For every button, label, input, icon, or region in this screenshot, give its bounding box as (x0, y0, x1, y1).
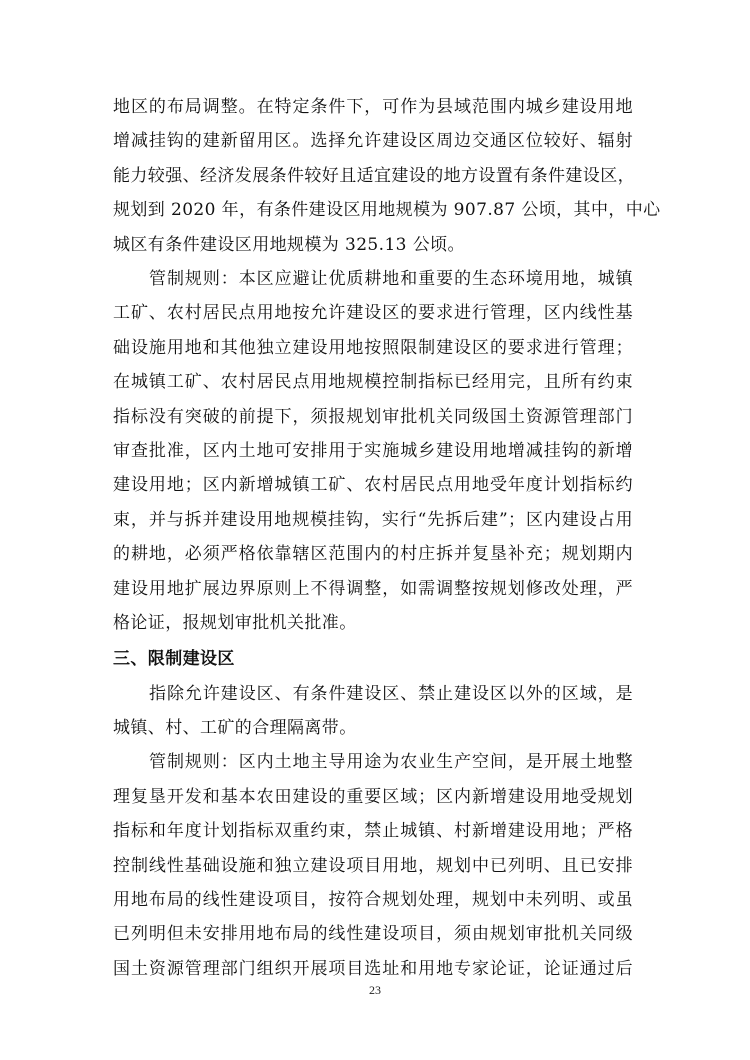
text-line: 指除允许建设区、有条件建设区、禁止建设区以外的区域，是 (149, 683, 633, 704)
document-body (113, 90, 661, 986)
text-line: 控制线性基础设施和独立建设项目用地，规划中已列明、且已安排 (113, 855, 633, 876)
paragraph-restricted-zone-definition (113, 677, 633, 746)
section-heading-restricted-zone: 三、限制建设区 (113, 648, 235, 669)
text-line: 束，并与拆并建设用地规模挂钩，实行“先拆后建”；区内建设占用 (113, 509, 633, 530)
text-line: 建设用地扩展边界原则上不得调整，如需调整按规划修改处理，严 (113, 578, 633, 599)
text-line: 础设施用地和其他独立建设用地按照限制建设区的要求进行管理； (113, 337, 633, 358)
text-line: 在城镇工矿、农村居民点用地规模控制指标已经用完，且所有约束 (113, 372, 633, 393)
text-line: 的耕地，必须严格依靠辖区范围内的村庄拆并复垦补充；规划期内 (113, 544, 633, 565)
text-line: 增减挂钩的建新留用区。选择允许建设区周边交通区位较好、辐射 (113, 131, 633, 152)
text-line: 已列明但未安排用地布局的线性建设项目，须由规划审批机关同级 (113, 924, 633, 945)
text-line: 城镇、村、工矿的合理隔离带。 (113, 717, 357, 738)
text-line: 能力较强、经济发展条件较好且适宜建设的地方设置有条件建设区， (113, 165, 635, 186)
text-line: 管制规则：区内土地主导用途为农业生产空间，是开展土地整 (149, 752, 633, 773)
text-line: 管制规则：本区应避让优质耕地和重要的生态环境用地，城镇 (149, 269, 633, 290)
text-line: 指标没有突破的前提下，须报规划审批机关同级国土资源管理部门 (113, 406, 633, 427)
text-line: 用地布局的线性建设项目，按符合规划处理，规划中未列明、或虽 (113, 889, 633, 910)
text-line: 格论证，报规划审批机关批准。 (113, 613, 357, 634)
paragraph-conditional-zone-continued (113, 90, 661, 262)
paragraph-conditional-zone-rules (113, 262, 633, 640)
text-line: 规划到 2020 年，有条件建设区用地规模为 907.87 公顷，其中，中心 (113, 200, 661, 221)
text-line: 城区有条件建设区用地规模为 325.13 公顷。 (113, 234, 465, 255)
text-line: 建设用地；区内新增城镇工矿、农村居民点用地受年度计划指标约 (113, 475, 633, 496)
page-number: 23 (369, 983, 381, 997)
paragraph-restricted-zone-rules (113, 745, 633, 986)
text-line: 指标和年度计划指标双重约束，禁止城镇、村新增建设用地；严格 (113, 821, 633, 842)
text-line: 理复垦开发和基本农田建设的重要区域；区内新增建设用地受规划 (113, 786, 633, 807)
text-line: 工矿、农村居民点用地按允许建设区的要求进行管理，区内线性基 (113, 303, 633, 324)
text-line: 审查批准，区内土地可安排用于实施城乡建设用地增减挂钩的新增 (113, 441, 633, 462)
text-line: 地区的布局调整。在特定条件下，可作为县域范围内城乡建设用地 (113, 97, 633, 117)
text-line: 国土资源管理部门组织开展项目选址和用地专家论证，论证通过后 (113, 958, 633, 979)
